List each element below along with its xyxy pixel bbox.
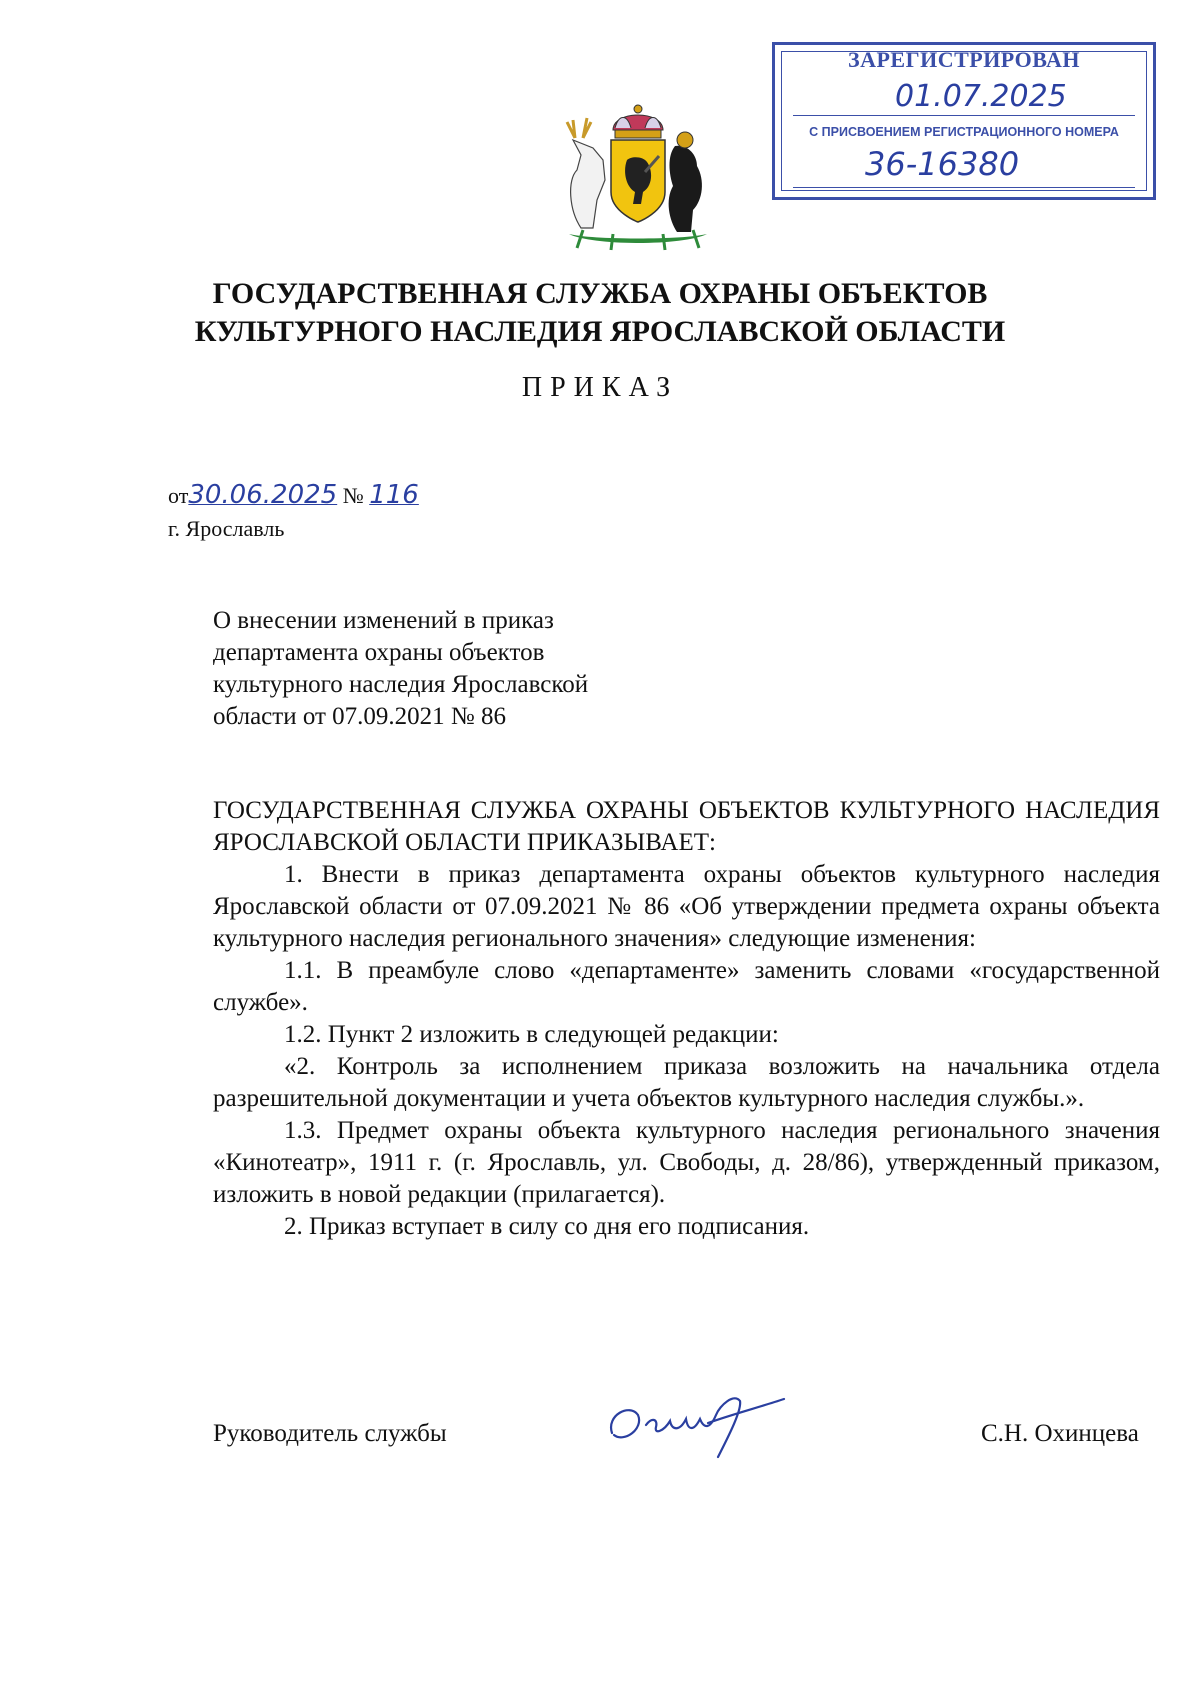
document-date: 30.06.2025 [188, 480, 338, 510]
stamp-divider-bottom [793, 187, 1135, 188]
signatory-position: Руководитель службы [213, 1420, 447, 1447]
coat-of-arms-icon [553, 100, 723, 252]
signatory-name: С.Н. Охинцева [981, 1420, 1139, 1447]
stamp-subtitle: С ПРИСВОЕНИЕМ РЕГИСТРАЦИОННОГО НОМЕРА [809, 125, 1119, 139]
org-line-1: ГОСУДАРСТВЕННАЯ СЛУЖБА ОХРАНЫ ОБЪЕКТОВ [212, 277, 988, 310]
deer-supporter-icon [571, 140, 605, 228]
stamp-number: 36-16380 [865, 145, 1020, 183]
registration-stamp [772, 42, 1156, 200]
paragraph-1-1: 1.1. В преамбуле слово «департаменте» заменить словами «государственной службе». [213, 957, 1160, 1016]
document-number: 116 [369, 480, 419, 510]
paragraph-1-2-text: «2. Контроль за исполнением приказа возложить на начальника отдела разрешительной документации и учета объектов культурного наследия службы.». [213, 1053, 1160, 1112]
stamp-divider [793, 115, 1135, 116]
body-intro: ГОСУДАРСТВЕННАЯ СЛУЖБА ОХРАНЫ ОБЪЕКТОВ КУЛЬТУРНОГО НАСЛЕДИЯ ЯРОСЛАВСКОЙ ОБЛАСТИ ПРИКАЗЫВАЕТ: [213, 797, 1160, 856]
handwritten-signature [600, 1385, 790, 1465]
document-type: ПРИКАЗ [521, 372, 679, 403]
stamp-date: 01.07.2025 [895, 79, 1067, 114]
city: г. Ярославль [168, 516, 285, 541]
subject-line-2: департамента охраны объектов [213, 639, 545, 666]
document-subject [213, 605, 673, 733]
organization-title [0, 275, 1200, 351]
subject-line-1: О внесении изменений в приказ [213, 607, 554, 634]
date-prefix: от [168, 483, 189, 508]
org-line-2: КУЛЬТУРНОГО НАСЛЕДИЯ ЯРОСЛАВСКОЙ ОБЛАСТИ [194, 315, 1006, 348]
subject-line-4: области от 07.09.2021 № 86 [213, 703, 507, 730]
subject-line-3: культурного наследия Ярославской [213, 671, 589, 698]
bear-supporter-icon [669, 146, 702, 232]
paragraph-1-2: 1.2. Пункт 2 изложить в следующей редакции: [284, 1021, 779, 1048]
document-body [213, 795, 1160, 1243]
paragraph-1-3: 1.3. Предмет охраны объекта культурного наследия регионального значения «Кинотеатр», 1911 г. (г. Ярославль, ул. Свободы, д. 28/86), утвержденный приказом, изложить в новой редакции (прилагается). [213, 1117, 1160, 1208]
number-prefix: № [342, 483, 364, 508]
date-number-line [168, 480, 419, 510]
paragraph-2: 2. Приказ вступает в силу со дня его подписания. [284, 1213, 810, 1240]
paragraph-1: 1. Внести в приказ департамента охраны объектов культурного наследия Ярославской области от 07.09.2021 № 86 «Об утверждении предмета охраны объекта культурного наследия регионального значения» следующие изменения: [213, 861, 1160, 952]
crown-icon [613, 105, 663, 138]
stamp-title: ЗАРЕГИСТРИРОВАН [847, 47, 1081, 72]
